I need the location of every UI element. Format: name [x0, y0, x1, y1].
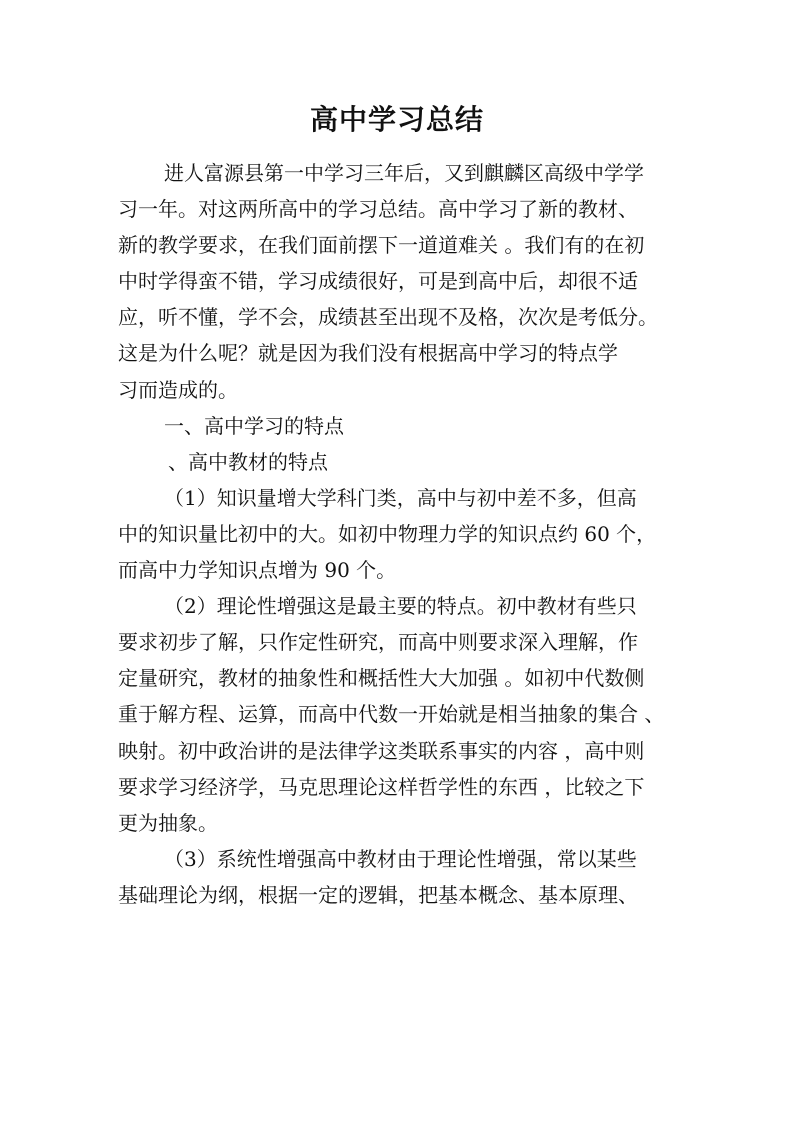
paragraph-line: 新的教学要求，在我们面前摆下一道道难关 。我们有的在初 — [118, 233, 645, 258]
paragraph-line: 这是为什么呢？就是因为我们没有根据高中学习的特点学 — [118, 341, 618, 366]
paragraph-line: （3）系统性增强高中教材由于理论性增强，常以某些 — [164, 846, 637, 871]
paragraph-line: 重于解方程、运算，而高中代数一开始就是相当抽象的集合 、 — [118, 702, 665, 727]
paragraph-line: （2）理论性增强这是最主要的特点。初中教材有些只 — [164, 594, 637, 619]
paragraph-line: 要求学习经济学，马克思理论这样哲学性的东西 ，比较之下 — [118, 774, 645, 799]
subsection-heading: 、高中教材的特点 — [168, 449, 328, 474]
paragraph-line: 应，听不懂，学不会，成绩甚至出现不及格，次次是考低分。 — [118, 305, 658, 330]
paragraph-line: 定量研究，教材的抽象性和概括性大大加强 。如初中代数侧 — [118, 666, 645, 691]
paragraph-line: 基础理论为纲，根据一定的逻辑，把基本概念、基本原理、 — [118, 882, 638, 907]
paragraph-line: 习一年。对这两所高中的学习总结。高中学习了新的教材、 — [118, 197, 638, 222]
paragraph-line: 要求初步了解，只作定性研究，而高中则要求深入理解，作 — [118, 630, 638, 655]
paragraph-line: 映射。初中政治讲的是法律学这类联系事实的内容 ，高中则 — [118, 738, 645, 763]
paragraph-line: 更为抽象。 — [118, 810, 218, 835]
paragraph-line: 而高中力学知识点增为 90 个。 — [118, 558, 397, 583]
section-heading: 一、高中学习的特点 — [164, 413, 344, 438]
page-title: 高中学习总结 — [309, 103, 484, 136]
paragraph-line: 习而造成的。 — [118, 377, 238, 402]
paragraph-line: 中时学得蛮不错，学习成绩很好，可是到高中后，却很不适 — [118, 269, 638, 294]
paragraph-line: 进人富源县第一中学习三年后，又到麒麟区高级中学学 — [164, 161, 644, 185]
paragraph-line: 中的知识量比初中的大。如初中物理力学的知识点约 60 个， — [118, 521, 657, 546]
paragraph-line: （1）知识量增大学科门类，高中与初中差不多，但高 — [164, 485, 637, 510]
document-body — [118, 158, 680, 916]
